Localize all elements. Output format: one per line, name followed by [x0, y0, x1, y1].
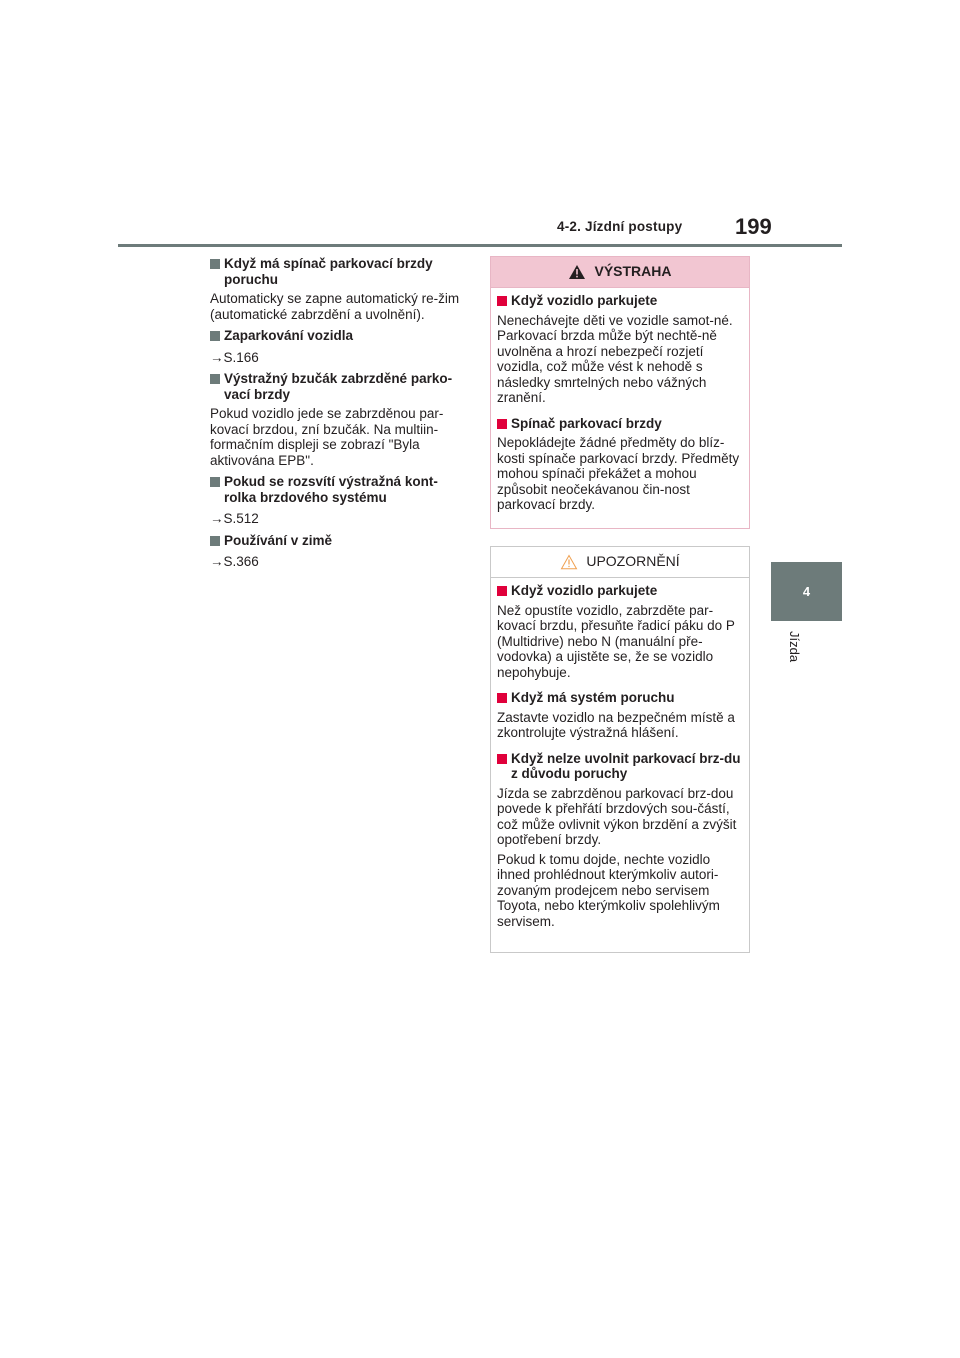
page-reference: →S.166: [210, 349, 259, 365]
item-heading: Výstražný bzučák zabrzděné parko-vací brzdy: [210, 371, 468, 402]
item-heading: Když má spínač parkovací brzdy poruchu: [210, 256, 468, 287]
bullet-square-icon: [210, 477, 220, 487]
caution-triangle-icon: [560, 554, 578, 570]
item-heading: Pokud se rozsvítí výstražná kont-rolka brzdového systému: [210, 474, 468, 505]
item-heading: Spínač parkovací brzdy: [497, 416, 743, 432]
item-body: Nepokládejte žádné předměty do blíz-kosti spínače parkovací brzdy. Předměty mohou spínači překážet a mohou způsobit neočekávanou čin-nost parkovací brzdy.: [497, 435, 740, 512]
bullet-square-icon: [210, 536, 220, 546]
item-heading: Když vozidlo parkujete: [497, 583, 743, 599]
header-divider: [118, 244, 842, 247]
warning-triangle-icon: [568, 264, 586, 280]
page-reference: →S.512: [210, 511, 259, 526]
caution-box-content: [491, 578, 749, 929]
warning-box: [490, 256, 750, 529]
item-heading: Zaparkování vozidla: [210, 328, 468, 344]
item-body: Jízda se zabrzděnou parkovací brz-dou povede k přehřátí brzdových sou-částí, což může ovlivnit výkon brzdění a zvýšit opotřebení brzdy.: [497, 785, 737, 847]
bullet-square-icon: [497, 754, 507, 764]
item-heading: Když vozidlo parkujete: [497, 293, 743, 309]
chapter-tab-label: Jízda: [787, 631, 802, 663]
chapter-tab: 4: [771, 562, 842, 621]
left-column: [210, 256, 468, 570]
item-heading: Používání v zimě: [210, 533, 468, 549]
caution-box-header: [491, 547, 749, 578]
warning-box-content: [491, 288, 749, 513]
bullet-square-icon: [497, 693, 507, 703]
item-body: Než opustíte vozidlo, zabrzděte par-kovací brzdu, přesuňte řadicí páku do P (Multidrive) nebo N (manuální pře-vodovka) a ujistěte se, že se vozidlo nepohybuje.: [497, 602, 735, 680]
caution-box: [490, 546, 750, 953]
caution-box-title: UPOZORNĚNÍ: [586, 553, 680, 570]
bullet-square-icon: [210, 374, 220, 384]
bullet-square-icon: [497, 419, 507, 429]
item-heading: Když má systém poruchu: [497, 690, 743, 706]
section-title: 4-2. Jízdní postupy: [557, 219, 683, 234]
bullet-square-icon: [210, 331, 220, 341]
page-number: 199: [735, 214, 772, 239]
item-body: Nenechávejte děti ve vozidle samot-né. Parkovací brzda může být nechtě-ně uvolněna a hrozí nebezpečí rozjetí vozidla, což může vést k nehodě s následky smrtelných nebo vážných zranění.: [497, 312, 733, 405]
bullet-square-icon: [497, 586, 507, 596]
bullet-square-icon: [497, 296, 507, 306]
item-body: Pokud vozidlo jede se zabrzděnou par-kovací brzdou, zní bzučák. Na multiin-formačním displeji se zobrazí "Byla aktivována EPB".: [210, 406, 444, 468]
item-body: Automaticky se zapne automatický re-žim (automatické zabrzdění a uvolnění).: [210, 291, 460, 322]
warning-box-header: [491, 257, 749, 288]
item-body: Zastavte vozidlo na bezpečném místě a zkontrolujte výstražná hlášení.: [497, 709, 735, 740]
item-body: Pokud k tomu dojde, nechte vozidlo ihned prohlédnout kterýmkoliv autori-zovaným prodejcem nebo servisem Toyota, nebo kterýmkoliv spolehlivým servisem.: [497, 851, 720, 929]
warning-box-title: VÝSTRAHA: [594, 263, 672, 280]
item-heading: Když nelze uvolnit parkovací brz-du z důvodu poruchy: [497, 751, 743, 782]
page-reference: →S.366: [210, 554, 259, 569]
bullet-square-icon: [210, 259, 220, 269]
